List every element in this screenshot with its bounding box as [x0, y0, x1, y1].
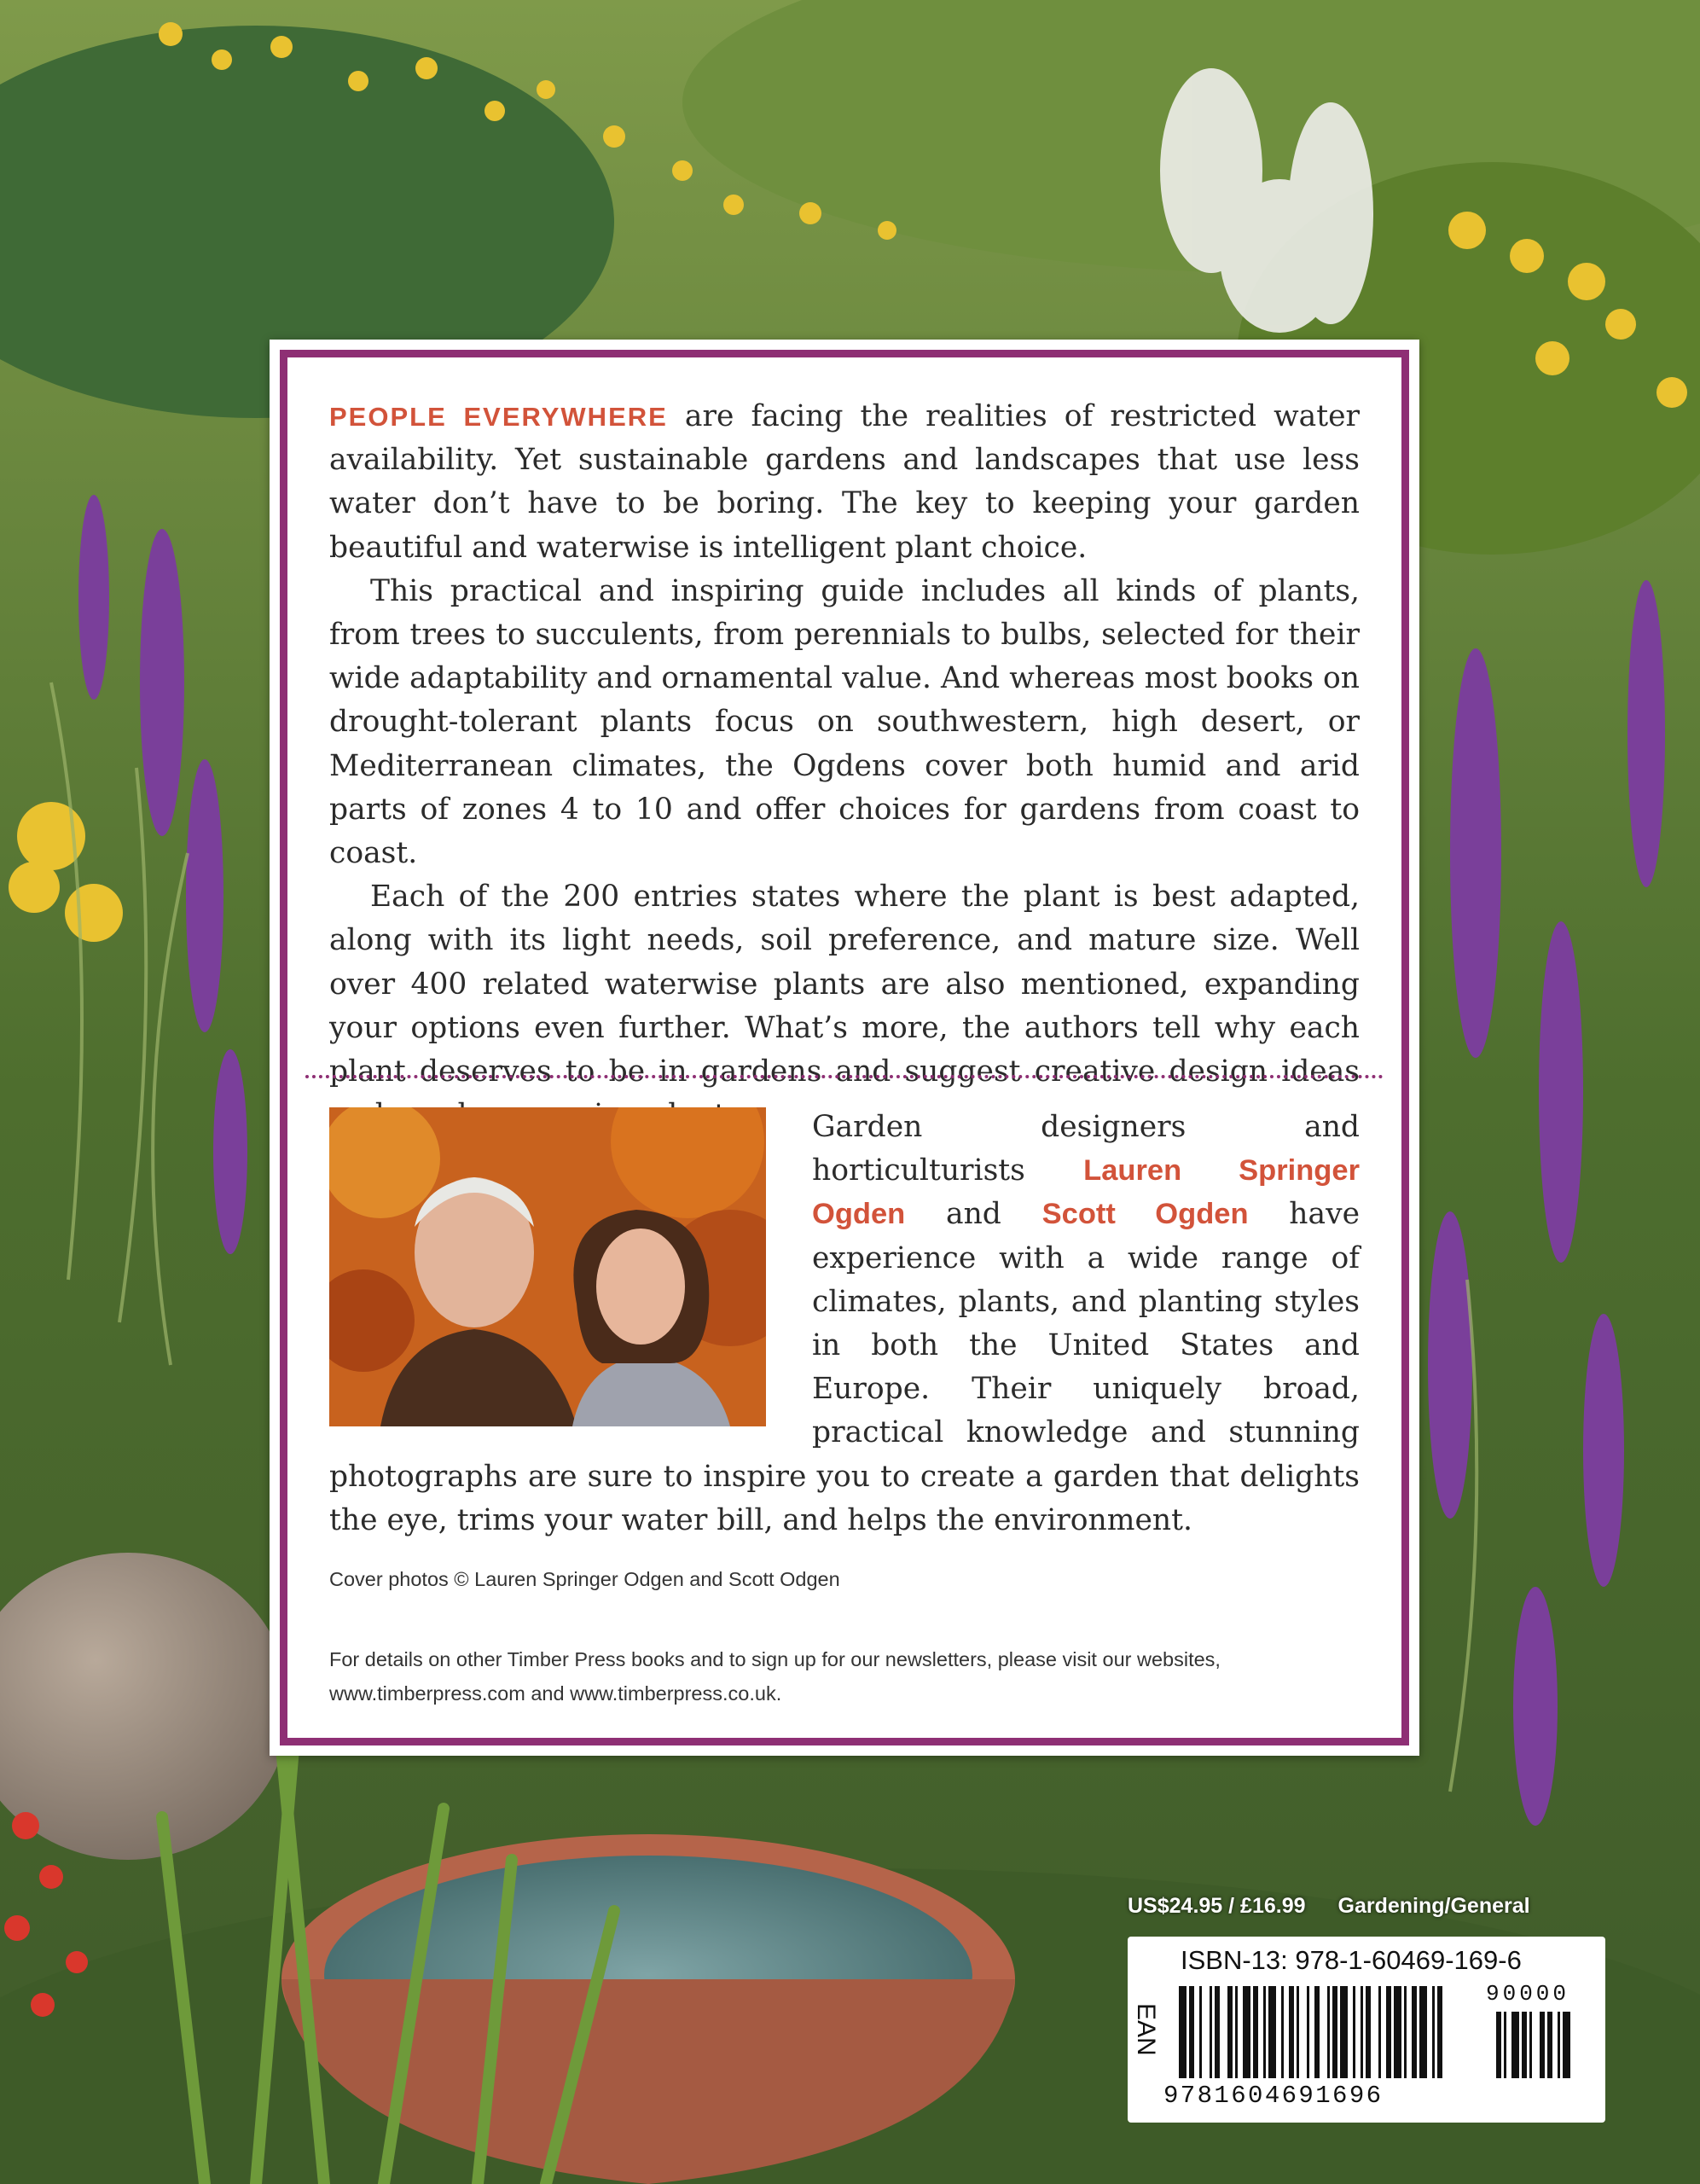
barcode-bar — [1215, 1986, 1220, 2078]
photo-credit: Cover photos © Lauren Springer Odgen and Scott Odgen — [329, 1568, 840, 1590]
barcode-bar — [1361, 1986, 1363, 2078]
barcode-bar — [1263, 1986, 1266, 2078]
barcode-bar — [1253, 1986, 1258, 2078]
barcode-block — [1128, 1937, 1605, 2123]
barcode-bar — [1289, 1986, 1294, 2078]
barcode-addon-bar — [1547, 2012, 1552, 2078]
barcode-bar — [1243, 1986, 1250, 2078]
price-us: US$24.95 — [1128, 1894, 1223, 1918]
ean-label-text: EAN — [1132, 2003, 1160, 2056]
barcode-bar — [1394, 1986, 1401, 2078]
barcode-bar — [1437, 1986, 1442, 2078]
barcode-bar — [1281, 1986, 1284, 2078]
description-panel — [270, 340, 1419, 1756]
dotted-divider — [305, 1075, 1384, 1078]
isbn-text: ISBN-13: 978-1-60469-169-6 — [1181, 1945, 1522, 1975]
barcode-bar — [1353, 1986, 1355, 2078]
barcode-addon-bar — [1522, 2012, 1527, 2078]
barcode-bar — [1227, 1986, 1233, 2078]
blurb-paragraph-1 — [329, 395, 1360, 570]
book-category: Gardening/General — [1337, 1894, 1530, 1918]
author-name-lauren: Lauren Springer Ogden — [812, 1154, 1360, 1231]
bio-rest: have experience with a wide range of climates, plants, and planting styles in both the United States and Europe. Their uniquely broad, practical knowledge and stunning photographs are sure to inspire you to create a garden that delights the eye, trims your water bill, and helps the environment. — [329, 1197, 1360, 1537]
blurb-paragraph-2: This practical and inspiring guide includes all kinds of plants, from trees to succulents, from perennials to bulbs, selected for their wide adaptability and ornamental value. And whereas most books on drought-tolerant plants focus on southwestern, high desert, or Mediterranean climates, the Ogdens cover both humid and arid parts of zones 4 to 10 and offer choices for gardens from coast to coast. — [329, 573, 1360, 871]
barcode-addon-bar — [1540, 2012, 1545, 2078]
blurb-paragraph-1-text: are facing the realities of restricted water availability. Yet sustainable gardens and landscapes that use less water don’t have to be boring. The key to keeping your garden beautiful and waterwise is intelligent plant choice. — [329, 399, 1360, 565]
barcode-bar — [1314, 1986, 1320, 2078]
barcode-bar — [1366, 1986, 1371, 2078]
barcode-bar — [1307, 1986, 1309, 2078]
price-row — [1128, 1894, 1530, 1919]
barcode-addon-bar — [1563, 2012, 1570, 2078]
barcode-bar — [1268, 1986, 1276, 2078]
barcode-bar — [1327, 1986, 1330, 2078]
barcode-bar — [1189, 1986, 1194, 2078]
barcode-digits: 9781604691696 — [1163, 2082, 1384, 2110]
publisher-details: For details on other Timber Press books and to sign up for our newsletters, please visit our websites, www.timberpress.com and www.timberpress.co.uk. — [329, 1648, 1221, 1705]
barcode-bar — [1199, 1986, 1202, 2078]
barcode-bar — [1419, 1986, 1427, 2078]
author-photo — [329, 1107, 766, 1426]
barcode-bar — [1297, 1986, 1299, 2078]
barcode-bar — [1332, 1986, 1337, 2078]
barcode-bar — [1404, 1986, 1407, 2078]
barcode-addon-bar — [1558, 2012, 1560, 2078]
barcode-addon-bar — [1504, 2012, 1506, 2078]
bio-intro: Garden designers and horticulturists — [812, 1110, 1360, 1188]
barcode-bar — [1432, 1986, 1435, 2078]
author-bio — [329, 1106, 1360, 1542]
blurb-paragraph-3: Each of the 200 entries states where the plant is best adapted, along with its light needs, soil preference, and mature size. Well over 400 related waterwise plants are also mentioned, expanding your options even further. What’s more, the authors tell why each plant deserves to be in gardens and suggest creative design ideas — [329, 880, 1360, 1089]
barcode-bar — [1179, 1986, 1187, 2078]
barcode-bar — [1386, 1986, 1391, 2078]
blurb — [329, 395, 1360, 1137]
bio-and: and — [905, 1197, 1042, 1232]
barcode-addon-bar — [1496, 2012, 1501, 2078]
price-separator: / — [1222, 1894, 1241, 1918]
barcode-bar — [1340, 1986, 1348, 2078]
barcode-addon-digits: 90000 — [1486, 1981, 1570, 2007]
lead-in: PEOPLE EVERYWHERE — [329, 402, 668, 432]
barcode-addon-bar — [1529, 2012, 1532, 2078]
author-name-scott: Scott Ogden — [1041, 1198, 1249, 1231]
barcode-addon-bar — [1511, 2012, 1519, 2078]
barcode-bar — [1378, 1986, 1381, 2078]
barcode-bar — [1412, 1986, 1417, 2078]
barcode-bar — [1235, 1986, 1238, 2078]
price-uk: £16.99 — [1240, 1894, 1306, 1918]
barcode-bar — [1210, 1986, 1212, 2078]
ean-label — [1131, 2003, 1162, 2071]
